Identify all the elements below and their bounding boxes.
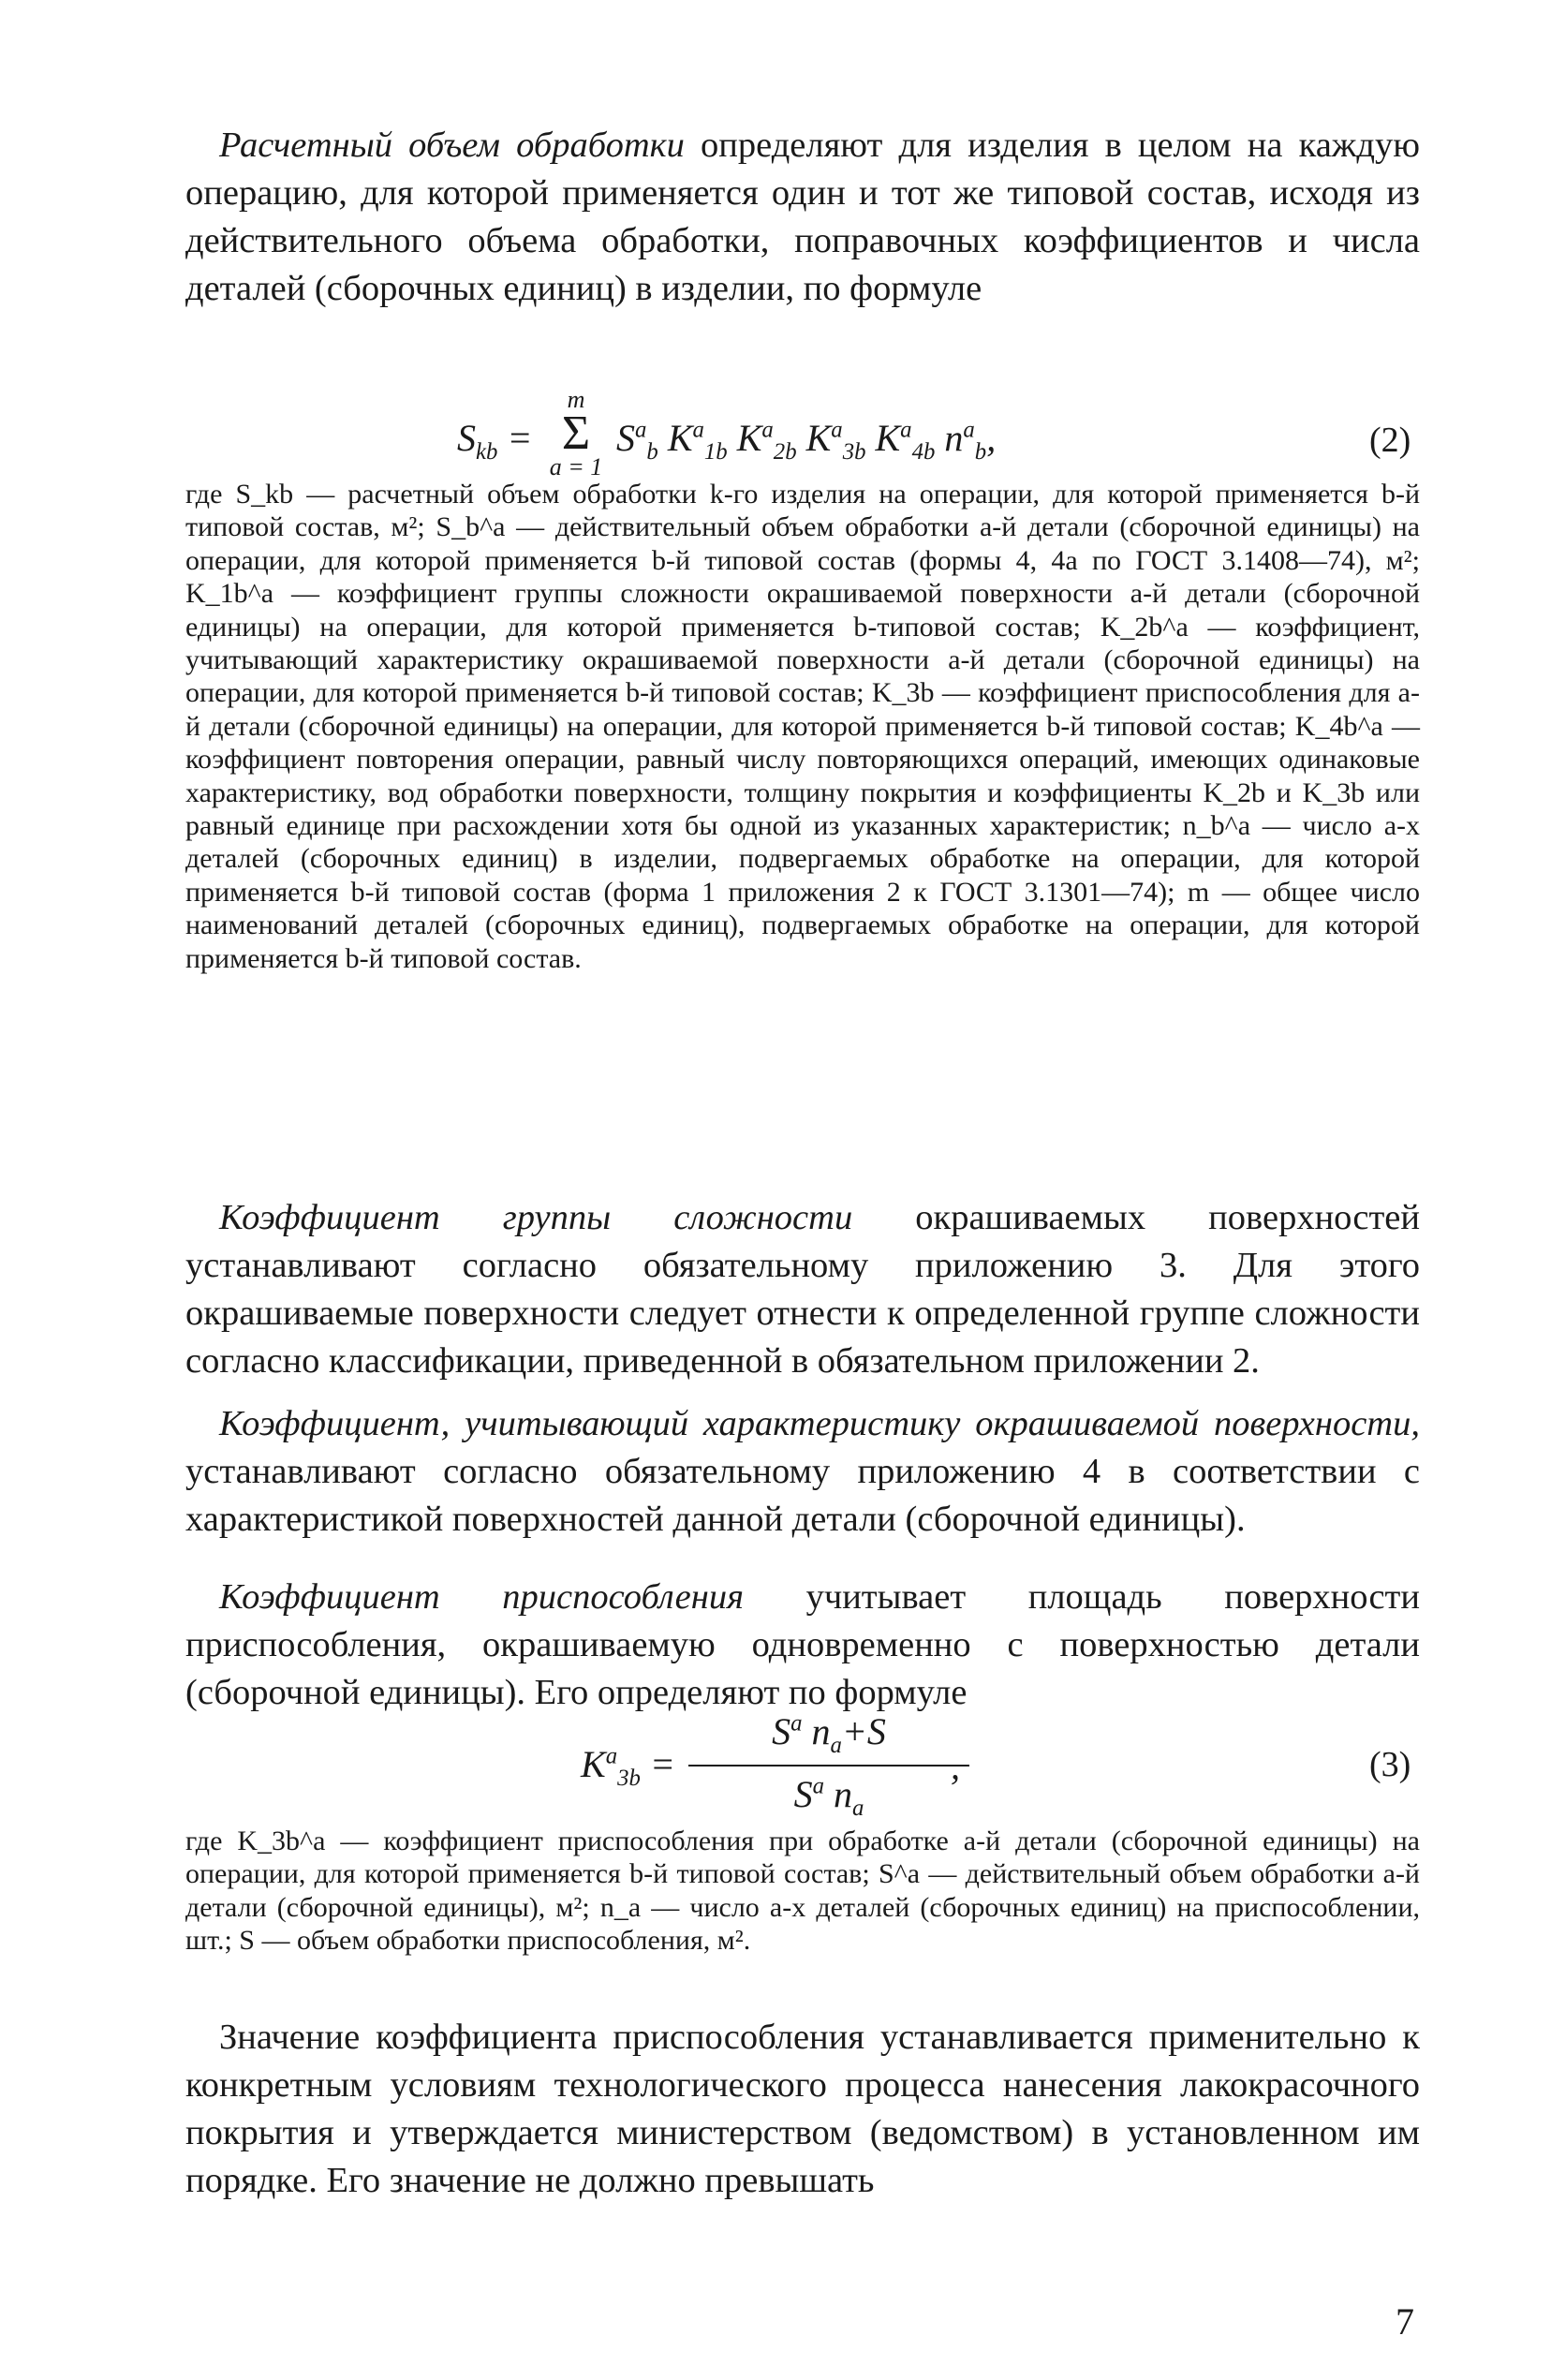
paragraph-calculated-volume bbox=[185, 122, 1420, 313]
document-page: Расчетный объем обработки определяют для изделия в целом на каждую операцию, для которой применяется один и тот же типовой состав, исходя из действительного объема обработки, поправочных коэффициентов и числа деталей (сборочных единиц) в изделии, по формуле $S_{kb}$ = m Σ a = 1 $S^a_b$ $K^a_{1b}$ $K^a_{2b}$ $K^a_{3b}$ $K^a_{4b}$ $n^a_b$, (2) где S_kb — расчетный объем обработки k-го изделия на операции, для которой применяется b-й типовой состав, м²; S_b^a — действительный объем обработки a-й детали (сборочной единицы) на операции, для которой применяется b-й типовой состав (формы 4, 4а по ГОСТ 3.1408—74), м²; K_1b^a — коэффициент группы сложности окрашиваемой поверхности a-й детали (сборочной единицы) на операции, для которой применяется b-типовой состав; K_2b^a — коэффициент, учитывающий характеристику окрашиваемой поверхности a-й детали (сборочной единицы) на операции, для которой применяется b-й типовой состав; K_3b — коэффициент приспособления для a-й детали (сборочной единицы) на операции, для которой применяется b-й типовой состав; K_4b^a — коэффициент повторения операции, равный числу повторяющихся операций, имеющих одинаковые характеристику, вод обработки поверхности, толщину покрытия и коэффициенты K_2b и K_3b или равный единице при расхождении хотя бы одной из указанных характеристик; n_b^a — число a-х деталей (сборочных единиц) в изделии, подвергаемых обработке на операции, для которой применяется b-й типовой состав (форма 1 приложения 2 к ГОСТ 3.1301—74); m — общее число наименований деталей (сборочных единиц), подвергаемых обработке на операции, для которой применяется b-й типовой состав. Коэффициент группы сложности окрашиваемых поверхностей устанавливают согласно обязательному приложению 3. Для этого окрашиваемые поверхности следует отнести к определенной группе сложности согласно классификации, приведенной в обязательном приложении 2. Коэффициент, учитывающий характеристику окрашиваемой поверхности, устанавливают согласно обязательному приложению 4 в соответствии с характеристикой поверхностей данной детали (сборочной единицы). Коэффициент приспособления учитывает площадь поверхности приспособления, окрашиваемую одновременно с поверхностью детали (сборочной единицы). Его определяют по формуле $K^a_{3b}$ = $\frac{S^a n_a+S}{S^a n_a}$ , (3) где K_3b^a — коэффициент приспособления при обработке a-й детали (сборочной единицы) на операции, для которой применяется b-й типовой состав; S^a — действительный объем обработки a-й детали (сборочной единицы), м²; n_a — число a-х деталей (сборочных единиц) на приспособлении, шт.; S — объем обработки приспособления, м². Значение коэффициента приспособления устанавливается применительно к конкретным условиям технологического процесса нанесения лакокрасочного покрытия и утверждается министерством (ведомством) в установленном им порядке. Его значение не должно превышать 7 bbox=[0, 0, 1551, 2380]
term-fixture-coefficient: Коэффициент приспособления bbox=[219, 1577, 744, 1617]
equation-number-2: (2) bbox=[1369, 421, 1411, 460]
equation-number-3: (3) bbox=[1369, 1745, 1411, 1784]
sum-upper-limit: m bbox=[567, 386, 585, 413]
formula-2-lhs: $S_{kb}$ = bbox=[457, 417, 533, 465]
fraction-numerator: $S^a$ $n_a+S$ bbox=[688, 1709, 969, 1767]
paragraph-text: окрашиваемых поверхностей устанавливают согласно обязательному приложению 3. Для этого окрашиваемые поверхности следует отнести к определенной группе сложности согласно классификации, приведенной в обязательном приложении 2. bbox=[185, 1198, 1420, 1381]
paragraph-surface-coefficient bbox=[185, 1400, 1420, 1544]
paragraph-fixture-coefficient bbox=[185, 1574, 1420, 1717]
summation-sign: m Σ a = 1 bbox=[549, 386, 603, 480]
fraction-denominator: $S^a$ $n_a$ bbox=[793, 1773, 864, 1821]
sum-lower-limit: a = 1 bbox=[549, 453, 603, 480]
formula-3-fraction bbox=[688, 1709, 969, 1822]
term-surface-coefficient: Коэффициент, учитывающий характеристику окрашиваемой поверхности, bbox=[219, 1404, 1420, 1443]
paragraph-text: устанавливают согласно обязательному приложению 4 в соответствии с характеристикой поверхностей данной детали (сборочной единицы). bbox=[185, 1452, 1420, 1539]
paragraph-text: определяют для изделия в целом на каждую операцию, для которой применяется один и тот же типовой состав, исходя из действительного объема обработки, поправочных коэффициентов и числа деталей (сборочных единиц) в изделии, по формуле bbox=[185, 126, 1420, 308]
paragraph-fixture-value: Значение коэффициента приспособления устанавливается применительно к конкретным условиям технологического процесса нанесения лакокрасочного покрытия и утверждается министерством (ведомством) в установленном им порядке. Его значение не должно превышать bbox=[185, 2018, 1420, 2200]
formula-2-rhs: $S^a_b$ $K^a_{1b}$ $K^a_{2b}$ $K^a_{3b}$ $K^a_{4b}$ $n^a_b$, bbox=[616, 417, 997, 465]
page-number: 7 bbox=[1396, 2300, 1414, 2343]
term-calculated-volume: Расчетный объем обработки bbox=[219, 126, 685, 165]
formula-3-lhs: $K^a_{3b}$ = bbox=[581, 1743, 675, 1791]
paragraph-complexity-coefficient bbox=[185, 1194, 1420, 1385]
paragraph-text: учитывает площадь поверхности приспособления, окрашиваемую одновременно с поверхностью детали (сборочной единицы). Его определяют по формуле bbox=[185, 1577, 1420, 1712]
definitions-formula-3: где K_3b^a — коэффициент приспособления при обработке a-й детали (сборочной единицы) на операции, для которой применяется b-й типовой состав; S^a — действительный объем обработки a-й детали (сборочной единицы), м²; n_a — число a-х деталей (сборочных единиц) на приспособлении, шт.; S — объем обработки приспособления, м². bbox=[185, 1826, 1420, 1957]
term-complexity-coefficient: Коэффициент группы сложности bbox=[219, 1198, 853, 1237]
definitions-formula-2: где S_kb — расчетный объем обработки k-го изделия на операции, для которой применяется b-й типовой состав, м²; S_b^a — действительный объем обработки a-й детали (сборочной единицы) на операции, для которой применяется b-й типовой состав (формы 4, 4а по ГОСТ 3.1408—74), м²; K_1b^a — коэффициент группы сложности окрашиваемой поверхности a-й детали (сборочной единицы) на операции, для которой применяется b-типовой состав; K_2b^a — коэффициент, учитывающий характеристику окрашиваемой поверхности a-й детали (сборочной единицы) на операции, для которой применяется b-й типовой состав; K_3b — коэффициент приспособления для a-й детали (сборочной единицы) на операции, для которой применяется b-й типовой состав; K_4b^a — коэффициент повторения операции, равный числу повторяющихся операций, имеющих одинаковые характеристику, вод обработки поверхности, толщину покрытия и коэффициенты K_2b и K_3b или равный единице при расхождении хотя бы одной из указанных характеристик; n_b^a — число a-х деталей (сборочных единиц) в изделии, подвергаемых обработке на операции, для которой применяется b-й типовой состав (форма 1 приложения 2 к ГОСТ 3.1301—74); m — общее число наименований деталей (сборочных единиц), подвергаемых обработке на операции, для которой применяется b-й типовой состав. bbox=[185, 479, 1420, 974]
